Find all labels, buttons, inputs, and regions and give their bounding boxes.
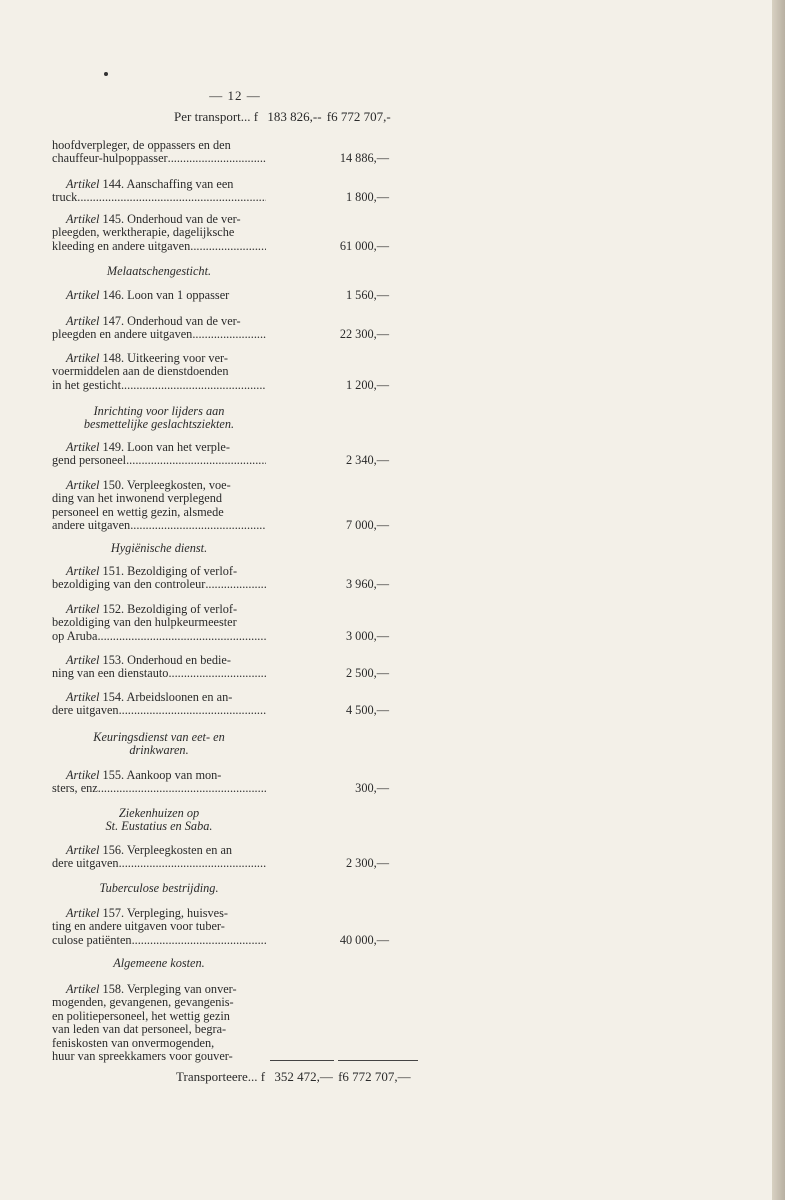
entry-artikel-146 [52, 289, 412, 302]
artikel-label: Artikel [66, 478, 100, 492]
entry-line: chauffeur-hulpoppasser [52, 151, 168, 166]
section-heading-algemeene-kosten: Algemeene kosten. [113, 956, 205, 970]
entry-line: culose patiënten [52, 932, 132, 947]
entry-line: 152. Bezoldiging of verlof- [102, 602, 238, 616]
leader-dots [77, 191, 266, 204]
transport-top-amount1: 183 826,-- [267, 109, 322, 124]
entry-amount: 2 500,— [345, 666, 389, 681]
entry-amount: 1 200,— [345, 377, 389, 392]
entry-artikel-145 [52, 213, 412, 253]
entry-line: van leden van dat personeel, begra- [52, 1022, 227, 1037]
entry-amount: 1 560,— [345, 288, 389, 302]
transport-bottom-label: Transporteere... f [176, 1069, 266, 1084]
sum-rule-2 [338, 1060, 418, 1061]
entry-line: 153. Onderhoud en bedie- [102, 653, 231, 667]
section-heading-ziekenhuizen: Ziekenhuizen op [118, 806, 200, 820]
transport-top-amount2: f6 772 707,- [326, 109, 391, 124]
entry-artikel-148 [52, 352, 412, 392]
transport-top [174, 109, 391, 125]
entry-artikel-152 [52, 603, 412, 643]
entry-line: en politiepersoneel, het wettig gezin [52, 1008, 230, 1023]
entry-continuation [52, 139, 412, 166]
page-edge [772, 0, 785, 1200]
sum-rule-1 [270, 1060, 334, 1061]
entry-line: 146. Loon van 1 oppasser [102, 288, 230, 302]
leader-dots [119, 857, 266, 870]
section-heading-keuringsdienst: Keuringsdienst van eet- en [93, 730, 225, 744]
artikel-label: Artikel [66, 288, 100, 302]
entry-artikel-156 [52, 844, 412, 871]
leader-dots [168, 667, 266, 680]
entry-amount: 61 000,— [339, 238, 389, 253]
artikel-label: Artikel [66, 177, 100, 191]
entry-amount: 300,— [355, 781, 389, 796]
ink-speck [104, 72, 108, 76]
entry-artikel-147 [52, 315, 412, 342]
entry-line: truck [52, 190, 78, 205]
artikel-label: Artikel [66, 351, 100, 365]
transport-top-label: Per transport... f [174, 109, 259, 124]
entry-line: mogenden, gevangenen, gevangenis- [52, 995, 234, 1010]
entry-line: op Aruba [52, 628, 98, 643]
artikel-label: Artikel [66, 653, 100, 667]
entry-line: 157. Verpleging, huisves- [102, 906, 229, 920]
entry-amount: 2 300,— [345, 856, 389, 871]
artikel-label: Artikel [66, 768, 100, 782]
entry-line: personeel en wettig gezin, alsmede [52, 504, 224, 519]
entry-line: ting en andere uitgaven voor tuber- [52, 919, 225, 934]
entry-amount: 14 886,— [339, 151, 389, 166]
entry-line: sters, enz. [52, 781, 101, 796]
entry-line: dere uitgaven [52, 703, 119, 718]
leader-dots [205, 578, 266, 591]
entry-line: 145. Onderhoud van de ver- [102, 212, 241, 226]
leader-dots [119, 704, 266, 717]
entry-line: 156. Verpleegkosten en an [102, 843, 233, 857]
entry-artikel-158 [52, 983, 412, 1063]
transport-bottom-amount1: 352 472,— [274, 1069, 333, 1084]
entry-amount: 7 000,— [345, 518, 389, 533]
section-heading-inrichting: Inrichting voor lijders aan [93, 404, 225, 418]
entry-line: 148. Uitkeering voor ver- [102, 351, 228, 365]
leader-dots [192, 328, 266, 341]
entry-artikel-150 [52, 479, 412, 533]
entry-line: 150. Verpleegkosten, voe- [102, 478, 231, 492]
entry-amount: 40 000,— [339, 932, 389, 947]
artikel-label: Artikel [66, 690, 100, 704]
leader-dots [130, 519, 266, 532]
artikel-label: Artikel [66, 212, 100, 226]
entry-line: ning van een dienstauto [52, 666, 169, 681]
entry-line: hoofdverpleger, de oppassers en den [52, 138, 231, 152]
entry-line: 151. Bezoldiging of verlof- [102, 564, 238, 578]
transport-bottom [176, 1069, 411, 1085]
leader-dots [101, 782, 266, 795]
entry-line: 147. Onderhoud van de ver- [102, 314, 241, 328]
entry-amount: 4 500,— [345, 703, 389, 718]
section-heading-keuringsdienst-2: drinkwaren. [129, 743, 189, 757]
entry-artikel-144 [52, 178, 412, 205]
leader-dots [121, 379, 266, 392]
section-heading-hygienische-dienst: Hygiënische dienst. [110, 541, 208, 555]
entry-line: bezoldiging van den controleur [52, 577, 206, 592]
section-heading-inrichting-2: besmettelijke geslachtsziekten. [83, 417, 235, 431]
transport-bottom-amount2: f6 772 707,— [338, 1069, 411, 1084]
artikel-label: Artikel [66, 314, 100, 328]
entry-amount: 22 300,— [339, 327, 389, 342]
page-number: — 12 — [209, 88, 261, 103]
entry-line: 144. Aanschaffing van een [102, 177, 234, 191]
entry-line: andere uitgaven [52, 518, 131, 533]
entry-amount: 2 340,— [345, 453, 389, 468]
artikel-label: Artikel [66, 982, 100, 996]
entry-line: 154. Arbeidsloonen en an- [102, 690, 233, 704]
entry-artikel-157 [52, 907, 412, 947]
entry-amount: 3 960,— [345, 577, 389, 592]
entry-line: gend personeel [52, 453, 127, 468]
entry-line: 155. Aankoop van mon- [102, 768, 222, 782]
entry-amount: 1 800,— [345, 190, 389, 205]
artikel-label: Artikel [66, 602, 100, 616]
section-heading-tuberculose: Tuberculose bestrijding. [99, 881, 219, 895]
entry-line: ding van het inwonend verplegend [52, 491, 223, 506]
leader-dots [190, 240, 266, 253]
artikel-label: Artikel [66, 906, 100, 920]
leader-dots [168, 152, 266, 165]
entry-artikel-153 [52, 654, 412, 681]
artikel-label: Artikel [66, 440, 100, 454]
entry-artikel-149 [52, 441, 412, 468]
section-heading-ziekenhuizen-2: St. Eustatius en Saba. [105, 819, 213, 833]
entry-line: huur van spreekkamers voor gouver- [52, 1049, 233, 1064]
leader-dots [97, 630, 266, 643]
entry-line: 149. Loon van het verple- [102, 440, 230, 454]
leader-dots [126, 454, 266, 467]
entry-artikel-154 [52, 691, 412, 718]
entry-amount: 3 000,— [345, 628, 389, 643]
entry-line: dere uitgaven [52, 856, 119, 871]
entry-line: pleegden, werktherapie, dagelijksche [52, 225, 235, 240]
entry-line: voermiddelen aan de dienstdoenden [52, 364, 229, 379]
leader-dots [132, 934, 266, 947]
entry-line: in het gesticht [52, 377, 121, 392]
entry-line: 158. Verpleging van onver- [102, 982, 237, 996]
entry-line: bezoldiging van den hulpkeurmeester [52, 615, 237, 630]
artikel-label: Artikel [66, 843, 100, 857]
artikel-label: Artikel [66, 564, 100, 578]
entry-artikel-155 [52, 769, 412, 796]
entry-line: pleegden en andere uitgaven [52, 327, 193, 342]
entry-line: feniskosten van onvermogenden, [52, 1035, 215, 1050]
section-heading-melaatschengesticht: Melaatschengesticht. [106, 264, 212, 278]
entry-line: kleeding en andere uitgaven [52, 238, 191, 253]
entry-artikel-151 [52, 565, 412, 592]
